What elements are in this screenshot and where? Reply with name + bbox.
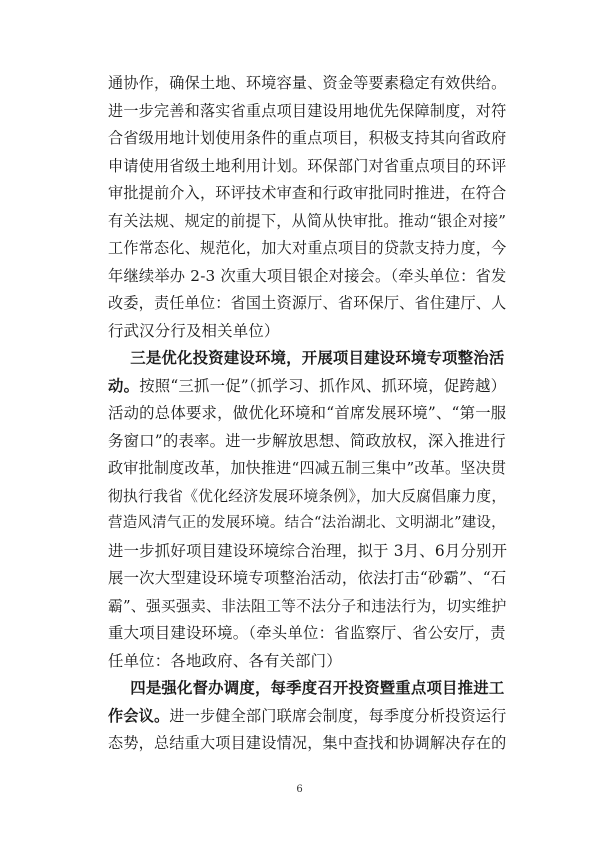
text-line <box>108 703 508 731</box>
text-line <box>108 290 508 318</box>
text-line <box>108 125 508 153</box>
text-line <box>108 98 508 126</box>
paragraph-text: 政审批制度改革，加快推进“四减五制三集中”改革。坚决贯 <box>108 459 507 477</box>
text-line <box>108 70 508 98</box>
text-line <box>108 648 508 676</box>
text-line <box>108 593 508 621</box>
paragraph-text: 年继续举办 2-3 次重大项目银企对接会。（牵头单位：省发 <box>108 266 507 285</box>
text-line <box>108 483 508 511</box>
text-line <box>108 675 508 703</box>
paragraph-text: 态势，总结重大项目建设情况，集中查找和协调解决存在的 <box>108 734 507 752</box>
text-line <box>108 153 508 181</box>
bold-heading-text: 作会议。 <box>108 706 170 725</box>
text-line <box>108 180 508 208</box>
text-line <box>108 400 508 428</box>
bold-heading-text: 四是强化督办调度，每季度召开投资暨重点项目推进工 <box>108 679 505 697</box>
paragraph-text: 行武汉分行及相关单位） <box>108 321 280 340</box>
paragraph-text: 申请使用省级土地利用计划。环保部门对省重点项目的环评 <box>108 156 507 175</box>
paragraph-text: 有关法规、规定的前提下，从简从快审批。推动“银企对接” <box>108 211 507 230</box>
paragraph-text: 活动的总体要求，做优化环境和“首席发展环境”、“第一服 <box>108 404 507 422</box>
paragraph-text: 按照“三抓一促”（抓学习、抓作风、抓环境，促跨越） <box>139 376 507 395</box>
paragraph-text: 营造风清气正的发展环境。结合“法治湖北、文明湖北”建设， <box>108 515 506 531</box>
bold-heading-text: 三是优化投资建设环境，开展项目建设环境专项整治活 <box>108 349 505 367</box>
text-line <box>108 208 508 236</box>
paragraph-text: 任单位：各地政府、各有关部门） <box>108 651 342 670</box>
paragraph-text: 审批提前介入，环评技术审查和行政审批同时推进，在符合 <box>108 184 507 202</box>
paragraph-text: 改委，责任单位：省国土资源厅、省环保厅、省住建厅、人 <box>108 294 507 312</box>
paragraph-text: 彻执行我省《优化经济发展环境条例》，加大反腐倡廉力度， <box>108 487 507 505</box>
text-line <box>108 565 508 593</box>
paragraph-text: 通协作，确保土地、环境容量、资金等要素稳定有效供给。 <box>108 74 507 92</box>
text-line <box>108 345 508 373</box>
paragraph-text: 进一步完善和落实省重点项目建设用地优先保障制度，对符 <box>108 101 507 120</box>
paragraph-text: 进一步抓好项目建设环境综合治理，拟于 3月、6月分别开 <box>108 541 508 560</box>
text-line <box>108 620 508 648</box>
text-line <box>108 235 508 263</box>
paragraph-text: 合省级用地计划使用条件的重点项目，积极支持其向省政府 <box>108 129 507 147</box>
paragraph-text: 重大项目建设环境。（牵头单位：省监察厅、省公安厅，责 <box>108 624 506 642</box>
paragraph-text: 进一步健全部门联席会制度，每季度分析投资运行 <box>169 706 507 725</box>
paragraph-text: 工作常态化、规范化，加大对重点项目的贷款支持力度，今 <box>108 239 507 257</box>
text-line <box>108 263 508 291</box>
text-line <box>108 455 508 483</box>
text-line <box>108 538 508 566</box>
paragraph-text: 霸”、强买强卖、非法阻工等不法分子和违法行为，切实维护 <box>108 597 507 615</box>
text-line <box>108 428 508 456</box>
bold-heading-text: 动。 <box>108 376 140 395</box>
text-line <box>108 510 508 538</box>
text-line <box>108 730 508 758</box>
body-text <box>108 70 508 758</box>
page-number: 6 <box>296 784 303 795</box>
paragraph-text: 务窗口”的表率。进一步解放思想、简政放权，深入推进行 <box>108 431 506 450</box>
text-line <box>108 373 508 401</box>
text-line <box>108 318 508 346</box>
paragraph-text: 展一次大型建设环境专项整治活动，依法打击“砂霸”、“石 <box>108 569 507 587</box>
